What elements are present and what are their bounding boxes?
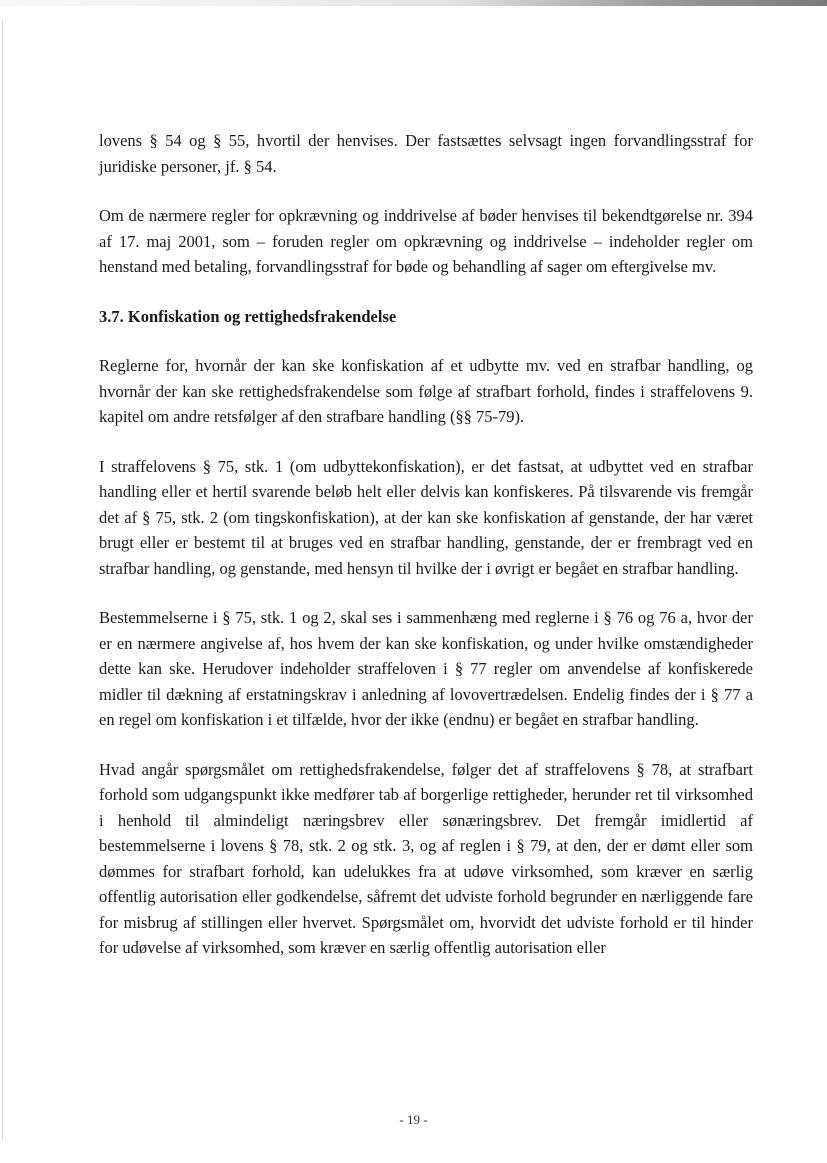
scan-edge-left — [2, 20, 3, 1140]
paragraph-4: I straffelovens § 75, stk. 1 (om udbyttekonfiskation), er det fastsat, at udbyttet ved en strafbar handling eller et hertil svarende beløb helt eller delvis kan konfiskeres. På tilsvarende vis fremgår det af § 75, stk. 2 (om tingskonfiskation), at der kan ske konfiskation af genstande, der har været brugt eller er bestemt til at bruges ved en strafbar handling, genstande, der er frembragt ved en strafbar handling, og genstande, med hensyn til hvilke der i øvrigt er begået en strafbar handling. — [99, 456, 753, 578]
paragraph-1: lovens § 54 og § 55, hvortil der henvises. Der fastsættes selvsagt ingen forvandlingsstraf for juridiske personer, jf. § 54. — [99, 131, 753, 176]
document-page — [99, 128, 753, 985]
section-heading: 3.7. Konfiskation og rettighedsfrakendelse — [99, 306, 397, 326]
paragraph-2: Om de nærmere regler for opkrævning og inddrivelse af bøder henvises til bekendtgørelse nr. 394 af 17. maj 2001, som – foruden regler om opkrævning og inddrivelse – indeholder regler om henstand med betaling, forvandlingsstraf for bøde og behandling af sager om eftergivelse mv. — [99, 206, 753, 276]
scan-edge-top — [0, 0, 827, 6]
paragraph-3: Reglerne for, hvornår der kan ske konfiskation af et udbytte mv. ved en strafbar handling, og hvornår der kan ske rettighedsfrakendelse som følge af strafbart forhold, findes i straffelovens 9. kapitel om andre retsfølger af den strafbare handling (§§ 75-79). — [99, 356, 753, 426]
paragraph-6: Hvad angår spørgsmålet om rettighedsfrakendelse, følger det af straffelovens § 78, at strafbart forhold som udgangspunkt ikke medfører tab af borgerlige rettigheder, herunder ret til virksomhed i henhold til almindeligt næringsbrev eller sønæringsbrev. Det fremgår imidlertid af bestemmelserne i lovens § 78, stk. 2 og stk. 3, og af reglen i § 79, at den, der er dømt eller som dømmes for strafbart forhold, kan udelukkes fra at udøve virksomhed, som kræver en særlig offentlig autorisation eller godkendelse, såfremt det udviste forhold begrunder en nærliggende fare for misbrug af stillingen eller hvervet. Spørgsmålet om, hvorvidt det udviste forhold er til hinder for udøvelse af virksomhed, som kræver en særlig offentlig autorisation eller — [99, 759, 753, 957]
paragraph-5: Bestemmelserne i § 75, stk. 1 og 2, skal ses i sammenhæng med reglerne i § 76 og 76 a, hvor der er en nærmere angivelse af, hos hvem der kan ske konfiskation, og under hvilke omstændigheder dette kan ske. Herudover indeholder straffeloven i § 77 regler om anvendelse af konfiskerede midler til dækning af erstatningskrav i anledning af lovovertrædelsen. Endelig findes der i § 77 a en regel om konfiskation i et tilfælde, hvor der ikke (endnu) er begået en strafbar handling. — [99, 608, 753, 729]
page-number: - 19 - — [399, 1112, 428, 1127]
